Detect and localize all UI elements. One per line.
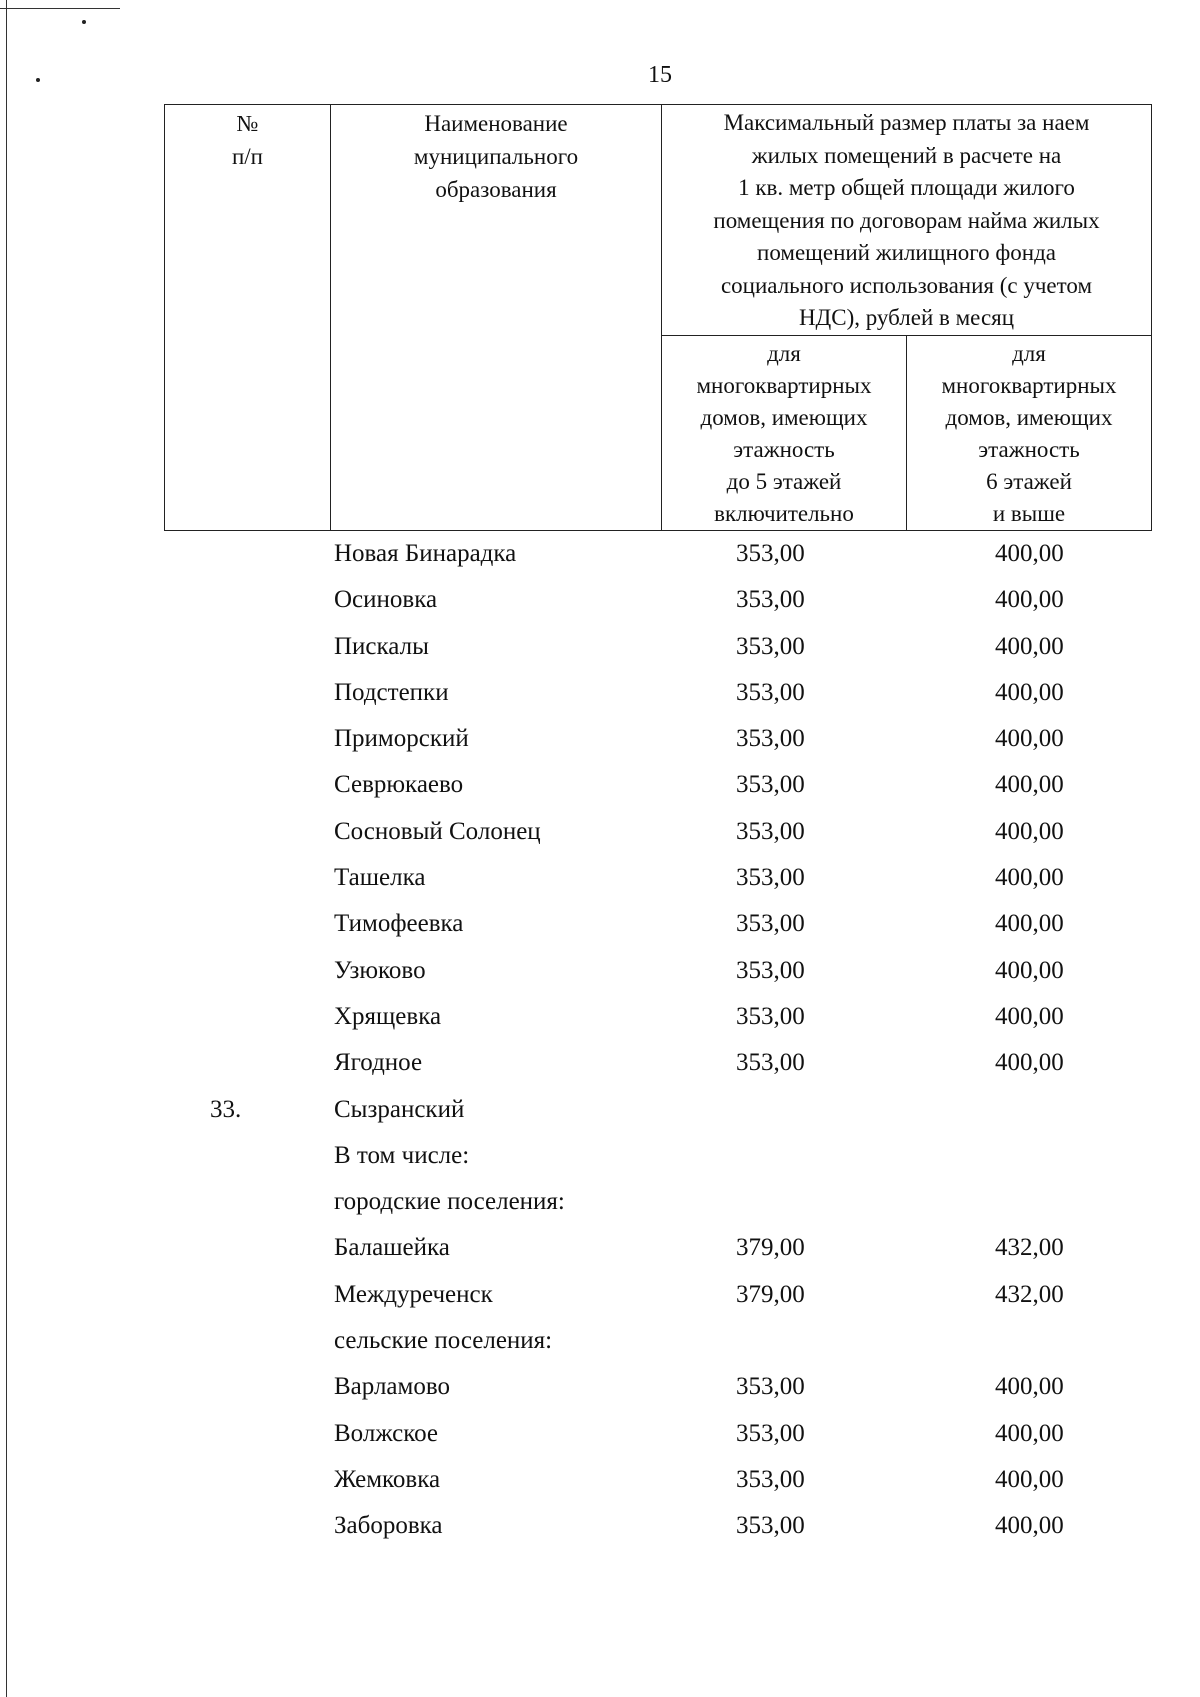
row-value-6-plus: 400,00 xyxy=(995,1512,1064,1540)
row-value-up-to-5: 353,00 xyxy=(736,1419,805,1447)
speck xyxy=(82,20,86,24)
row-name: Междуреченск xyxy=(334,1280,493,1308)
table-row xyxy=(0,1188,1200,1234)
row-value-6-plus: 400,00 xyxy=(995,632,1064,660)
row-value-up-to-5: 379,00 xyxy=(736,1280,805,1308)
row-value-6-plus: 400,00 xyxy=(995,1002,1064,1030)
row-name: В том числе: xyxy=(334,1141,470,1169)
row-value-up-to-5: 353,00 xyxy=(736,817,805,845)
header-col-number: № п/п xyxy=(165,105,331,531)
row-value-6-plus: 400,00 xyxy=(995,678,1064,706)
table-row xyxy=(0,1420,1200,1466)
row-value-up-to-5: 353,00 xyxy=(736,632,805,660)
row-value-6-plus: 400,00 xyxy=(995,725,1064,753)
row-name: Сосновый Солонец xyxy=(334,817,541,845)
row-value-up-to-5: 353,00 xyxy=(736,1512,805,1540)
row-name: Хрящевка xyxy=(334,1002,442,1030)
row-name: Жемковка xyxy=(334,1465,441,1493)
header-col-6-plus: для многоквартирных домов, имеющих этажность 6 этажей и выше xyxy=(907,335,1152,530)
table-row xyxy=(0,1096,1200,1142)
row-value-6-plus: 400,00 xyxy=(995,817,1064,845)
row-value-up-to-5: 353,00 xyxy=(736,586,805,614)
table-row xyxy=(0,1466,1200,1512)
row-value-6-plus: 400,00 xyxy=(995,1419,1064,1447)
row-name: Пискалы xyxy=(334,632,429,660)
row-name: Ташелка xyxy=(334,864,426,892)
row-value-up-to-5: 353,00 xyxy=(736,910,805,938)
row-value-6-plus: 400,00 xyxy=(995,771,1064,799)
table-row xyxy=(0,1327,1200,1373)
row-name: Подстепки xyxy=(334,678,449,706)
row-name: Ягодное xyxy=(334,1049,423,1077)
row-value-up-to-5: 353,00 xyxy=(736,1049,805,1077)
header-col-up-to-5: для многоквартирных домов, имеющих этажность до 5 этажей включительно xyxy=(662,335,907,530)
row-name: Узюково xyxy=(334,956,426,984)
row-value-6-plus: 400,00 xyxy=(995,864,1064,892)
row-value-6-plus: 432,00 xyxy=(995,1234,1064,1262)
table-row xyxy=(0,1234,1200,1280)
table-row xyxy=(0,864,1200,910)
row-name: Тимофеевка xyxy=(334,910,464,938)
row-value-6-plus: 400,00 xyxy=(995,540,1064,567)
table-row xyxy=(0,1373,1200,1419)
row-value-up-to-5: 353,00 xyxy=(736,540,805,567)
row-value-up-to-5: 353,00 xyxy=(736,956,805,984)
table-row xyxy=(0,633,1200,679)
table-row xyxy=(0,679,1200,725)
row-value-6-plus: 400,00 xyxy=(995,956,1064,984)
row-value-up-to-5: 353,00 xyxy=(736,864,805,892)
row-name: Приморский xyxy=(334,725,469,753)
table-body xyxy=(0,540,1200,1559)
header-col-max-fee: Максимальный размер платы за наем жилых помещений в расчете на 1 кв. метр общей площади жилого помещения по договорам найма жилых помещений жилищного фонда социального использования (с учетом НДС), рублей в месяц xyxy=(662,105,1152,336)
row-name: Новая Бинарадка xyxy=(334,540,517,567)
table-row xyxy=(0,910,1200,956)
row-number: 33. xyxy=(210,1095,242,1123)
table-row xyxy=(0,725,1200,771)
row-value-6-plus: 400,00 xyxy=(995,1465,1064,1493)
row-value-up-to-5: 353,00 xyxy=(736,678,805,706)
page-number: 15 xyxy=(648,62,672,88)
row-name: Волжское xyxy=(334,1419,439,1447)
table-row xyxy=(0,586,1200,632)
row-value-6-plus: 400,00 xyxy=(995,1049,1064,1077)
table-row xyxy=(0,1003,1200,1049)
table-row xyxy=(0,818,1200,864)
table-row xyxy=(0,1281,1200,1327)
table-header xyxy=(164,104,1152,531)
row-value-up-to-5: 353,00 xyxy=(736,771,805,799)
row-name: сельские поселения: xyxy=(334,1327,553,1355)
row-value-6-plus: 400,00 xyxy=(995,910,1064,938)
row-value-up-to-5: 353,00 xyxy=(736,725,805,753)
row-name: Осиновка xyxy=(334,586,438,614)
scan-edge-top xyxy=(0,8,120,9)
row-value-6-plus: 400,00 xyxy=(995,1373,1064,1401)
row-name: Севрюкаево xyxy=(334,771,464,799)
row-name: Заборовка xyxy=(334,1512,443,1540)
table-row xyxy=(0,1049,1200,1095)
row-value-up-to-5: 379,00 xyxy=(736,1234,805,1262)
row-name: Сызранский xyxy=(334,1095,465,1123)
table-row xyxy=(0,1142,1200,1188)
row-value-up-to-5: 353,00 xyxy=(736,1373,805,1401)
row-value-6-plus: 400,00 xyxy=(995,586,1064,614)
row-value-6-plus: 432,00 xyxy=(995,1280,1064,1308)
row-name: Балашейка xyxy=(334,1234,450,1262)
row-value-up-to-5: 353,00 xyxy=(736,1465,805,1493)
table-row xyxy=(0,1512,1200,1558)
row-name: городские поселения: xyxy=(334,1188,565,1216)
table-row xyxy=(0,771,1200,817)
row-name: Варламово xyxy=(334,1373,450,1401)
header-col-name: Наименование муниципального образования xyxy=(331,105,662,531)
table-row xyxy=(0,957,1200,1003)
row-value-up-to-5: 353,00 xyxy=(736,1002,805,1030)
table-row xyxy=(0,540,1200,586)
